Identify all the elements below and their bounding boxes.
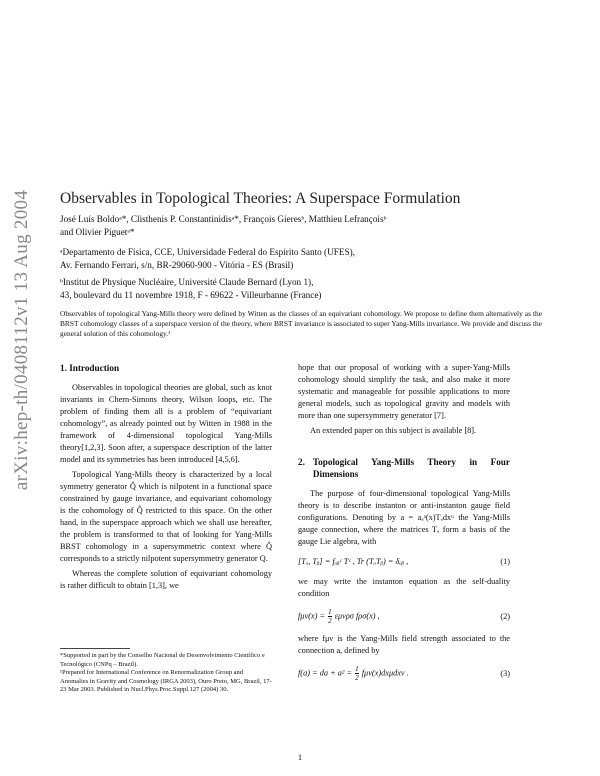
intro-paragraph-3: Whereas the complete solution of equivariant cohomology is rather difficult to obtain [1,3], we (60, 569, 272, 590)
equation-3-rhs: fμν(x)dxμdxν . (361, 668, 409, 678)
author-list (60, 213, 530, 239)
equation-2-rhs: εμνρσ fρσ(x) , (334, 611, 380, 621)
section-1-heading: 1. Introduction (60, 363, 120, 373)
affiliation-b-line-1: ᵇInstitut de Physique Nucléaire, Université Claude Bernard (Lyon 1), (60, 277, 314, 287)
affiliation-b (60, 276, 520, 302)
left-column (60, 362, 272, 595)
arxiv-id-text: arXiv:hep-th/0408112v1 13 Aug 2004 (11, 189, 32, 491)
fraction-numerator: 1 (328, 608, 332, 616)
page-number: 1 (297, 752, 303, 762)
affiliation-a-line-2: Av. Fernando Ferrari, s/n, BR-29060-900 - Vitória - ES (Brasil) (60, 260, 294, 270)
footnote-1: *Supported in part by the Conselho Nacional de Desenvolvimento Científico e Tecnológico (CNPq – Brazil). (60, 652, 265, 668)
equation-3 (298, 665, 510, 682)
section-2-title: Topological Yang-Mills Theory in Four Dimensions (312, 457, 510, 479)
equation-2-lhs: fμν(x) = (298, 611, 326, 621)
footnote-2: ¹Prepared for International Conference on Renormalization Group and Anomalies in Gravity and Cosmology (IRGA 2003), Ouro Preto, MG, Brazil, 17-23 Mar 2003. Published in Nucl.Phys.Proc.Suppl.127 (2004) 30. (60, 669, 272, 694)
intro-paragraph-5: An extended paper on this subject is available [8]. (310, 426, 477, 435)
footnotes (60, 648, 272, 695)
section-2-heading (298, 456, 510, 480)
equation-2 (298, 608, 510, 625)
sec2-paragraph-2: we may write the instanton equation as the self-duality condition (298, 577, 510, 598)
equation-2-number: (2) (500, 611, 510, 621)
authors-line-1: José Luís Boldoᵃ*, Clisthenis P. Constantinidisᵃ*, François Gieresᵇ, Matthieu Lefrançoisᵇ (60, 214, 387, 224)
equation-2-expr (298, 608, 380, 625)
fraction-half-2 (355, 665, 359, 682)
paper-title: Observables in Topological Theories: A Superspace Formulation (60, 190, 461, 207)
intro-paragraph-4: hope that our proposal of working with a super-Yang-Mills cohomology should simplify the task, and also make it more systematic and manageable for possible applications to more general models, such as topological gravity and models with more than one supersymmetry generator [7]. (298, 363, 510, 420)
equation-1 (298, 556, 510, 568)
fraction-denominator: 2 (328, 617, 332, 625)
equation-1-expr: [Tₐ, Tᵦ] = fₐᵦᶜ Tᶜ , Tr (TₐTᵦ) = δₐᵦ , (298, 557, 409, 566)
equation-1-number: (1) (500, 557, 510, 566)
fraction-numerator: 1 (355, 665, 359, 673)
intro-paragraph-1: Observables in topological theories are global, such as knot invariants in Chern-Simons theory, Wilson loops, etc. The problem of finding them all is a problem of “equivariant cohomology”, as already pointed out by Witten in 1988 in the framework of 4-dimensional topological Yang-Mills theory[1,2,3]. Soon after, a superspace description of the latter model and its symmetries has been introduced [4,5,6]. (60, 383, 272, 464)
affiliation-b-line-2: 43, boulevard du 11 novembre 1918, F - 69622 - Villeurbanne (France) (60, 290, 322, 300)
intro-paragraph-2: Topological Yang-Mills theory is characterized by a local symmetry generator Q̂ which is nilpotent in a functional space constrained by gauge invariance, and equivariant cohomology is the cohomology of Q̂ restricted to this space. On the other hand, in the superspace approach which we shall use hereafter, the problem is transformed to that of looking for Yang-Mills BRST cohomology in a supersymmetric context where Q̂ corresponds to a strictly nilpotent supersymmetry generator Q. (60, 470, 272, 563)
footnote-rule (60, 648, 130, 649)
section-2-number: 2. (298, 457, 305, 467)
equation-3-number: (3) (500, 668, 510, 678)
affiliation-a (60, 246, 520, 272)
arxiv-identifier (2, 150, 42, 530)
fraction-denominator: 2 (355, 674, 359, 682)
affiliation-a-line-1: ᵃDepartamento de Física, CCE, Universidade Federal do Espírito Santo (UFES), (60, 247, 355, 257)
fraction-half (328, 608, 332, 625)
sec2-paragraph-3: where fμν is the Yang-Mills field strength associated to the connection a, defined by (298, 634, 510, 655)
authors-line-2: and Olivier Piguetᵃ* (60, 227, 135, 237)
sec2-paragraph-1: The purpose of four-dimensional topological Yang-Mills theory is to describe instanton or anti-instanton gauge field configurations. Denoting by a = aₐᵃ(x)Tₐdxᵘ the Yang-Mills gauge connection, where the matrices Tₐ form a basis of the gauge Lie algebra, with (298, 489, 510, 546)
equation-3-expr (298, 665, 409, 682)
equation-3-lhs: f(a) = da + a² = (298, 668, 353, 678)
abstract: Observables of topological Yang-Mills theory were defined by Witten as the classes of an equivariant cohomology. We propose to define them alternatively as the BRST cohomology classes of a superspace version of the theory, where BRST invariance is associated to super Yang-Mills invariance. We provide and discuss the general solution of this cohomology.¹ (60, 309, 542, 339)
right-column (298, 362, 510, 690)
